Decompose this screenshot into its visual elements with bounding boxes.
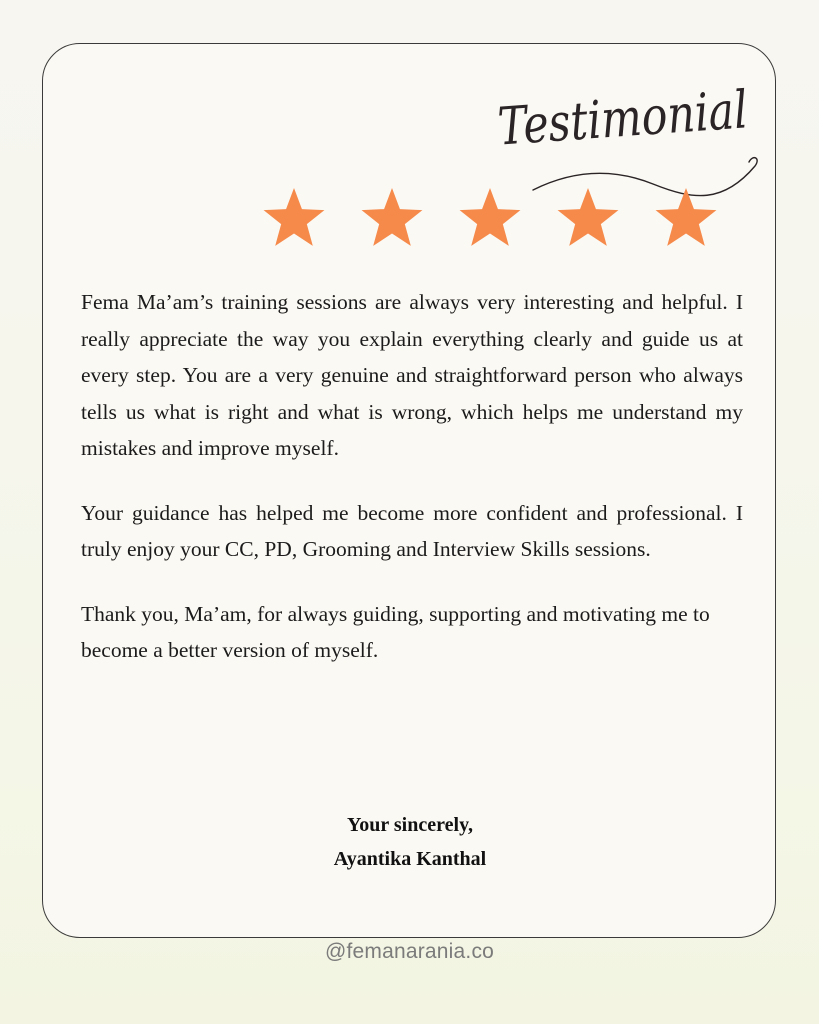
testimonial-body — [81, 284, 743, 697]
star-icon — [460, 188, 521, 246]
testimonial-paragraph-1: Fema Ma’am’s training sessions are always very interesting and helpful. I really appreciate the way you explain everything clearly and guide us at every step. You are a very genuine and straightforward person who always tells us what is right and what is wrong, which helps me understand my mistakes and improve myself. — [81, 290, 743, 460]
star-icon — [656, 188, 717, 246]
star-rating — [261, 186, 721, 250]
signoff — [43, 808, 777, 876]
star-icon — [264, 188, 325, 246]
testimonial-card — [42, 43, 804, 938]
star-icon — [362, 188, 423, 246]
signoff-name: Ayantika Kanthal — [333, 848, 487, 870]
testimonial-paragraph-2: Your guidance has helped me become more confident and professional. I truly enjoy your CC, PD, Grooming and Interview Skills sessions. — [81, 500, 743, 561]
social-handle: @femanarania.co — [324, 940, 495, 963]
signoff-closing: Your sincerely, — [347, 814, 473, 836]
svg-text:Testimonial: Testimonial — [496, 76, 804, 158]
testimonial-paragraph-3: Thank you, Ma’am, for always guiding, supporting and motivating me to become a better version of myself. — [81, 601, 710, 662]
star-icon — [558, 188, 619, 246]
